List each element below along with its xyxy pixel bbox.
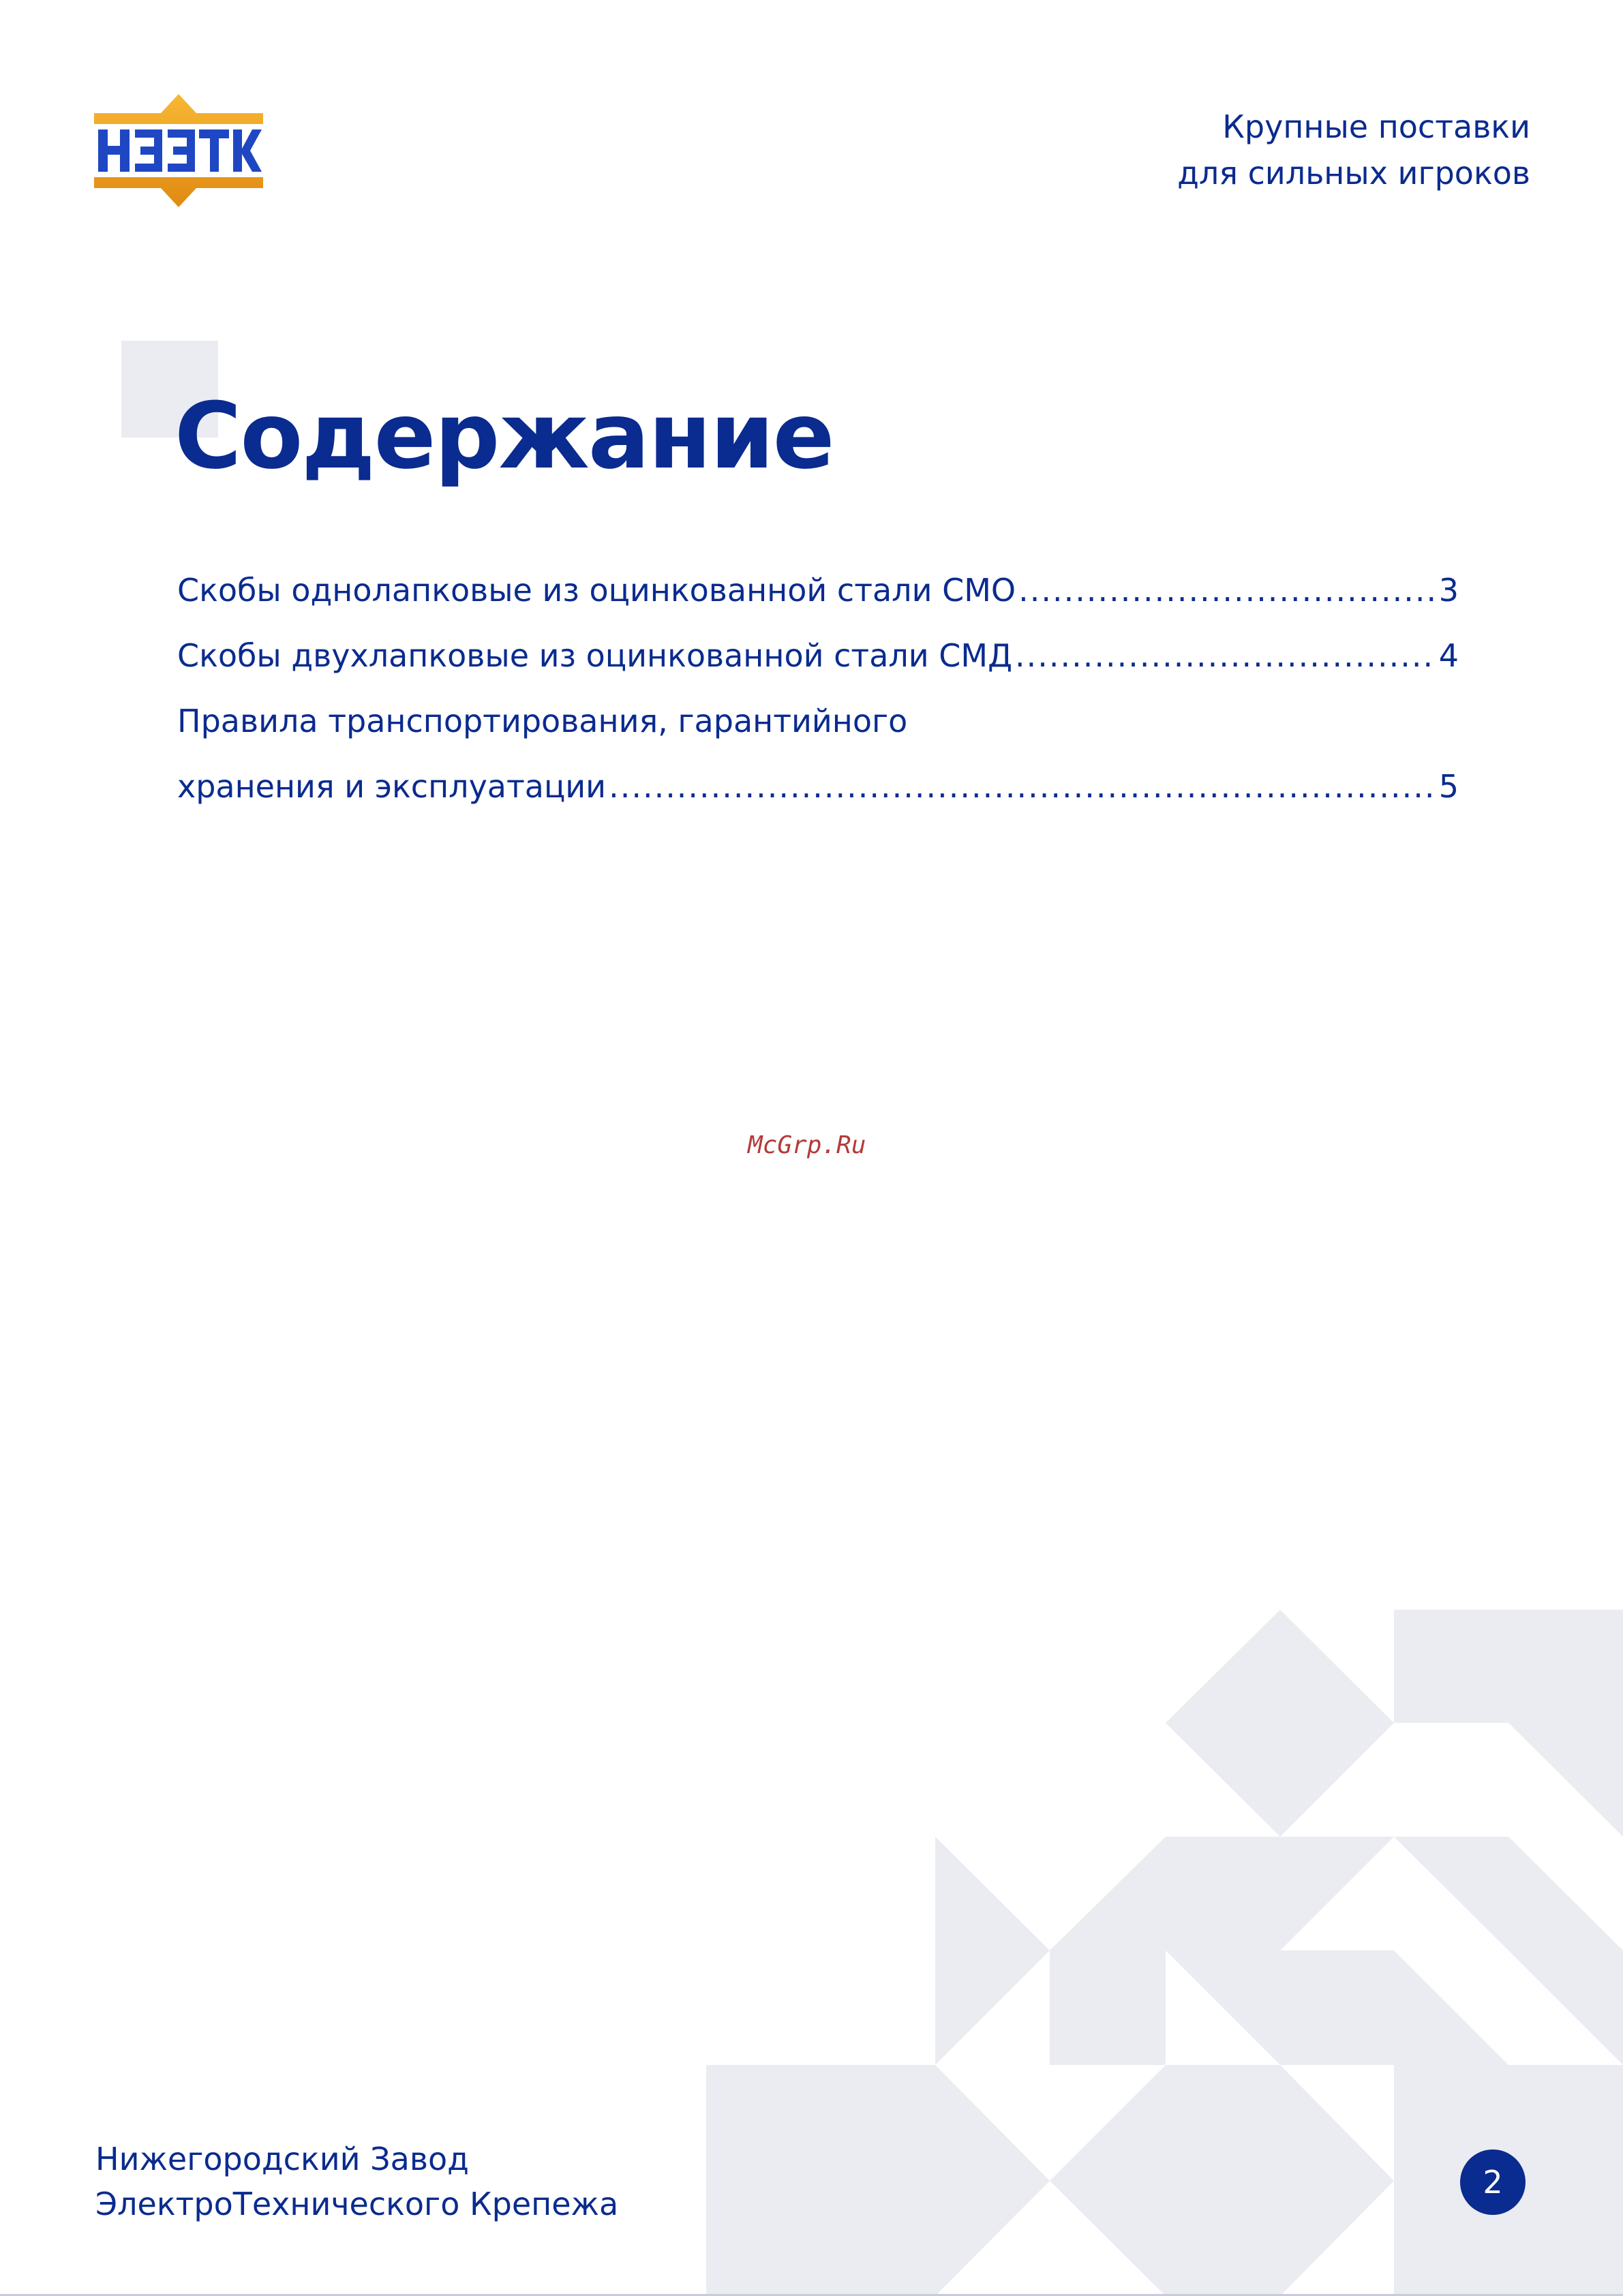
- company-name: [95, 2137, 618, 2226]
- company-name-line-2: ЭлектроТехнического Крепежа: [95, 2186, 619, 2222]
- page-number-badge: 2: [1460, 2149, 1526, 2215]
- toc-entry-page: 4: [1438, 637, 1459, 674]
- toc-entry-title: Правила транспортирования, гарантийного: [177, 703, 908, 739]
- watermark-text: McGrp.Ru: [748, 1131, 866, 1159]
- page-title: Содержание: [175, 383, 834, 489]
- toc-entry-title: хранения и эксплуатации: [177, 768, 607, 805]
- toc-entry-title: Скобы однолапковые из оцинкованной стали СМО: [177, 572, 1016, 609]
- toc-entry-page: 3: [1438, 572, 1459, 609]
- company-name-line-1: Нижегородский Завод: [95, 2141, 469, 2177]
- tagline-line-2: для сильных игроков: [1177, 155, 1530, 192]
- tagline-line-1: Крупные поставки: [1222, 108, 1530, 145]
- toc-entry-page: 5: [1438, 768, 1459, 805]
- toc-entry-title: Скобы двухлапковые из оцинкованной стали СМД: [177, 637, 1013, 674]
